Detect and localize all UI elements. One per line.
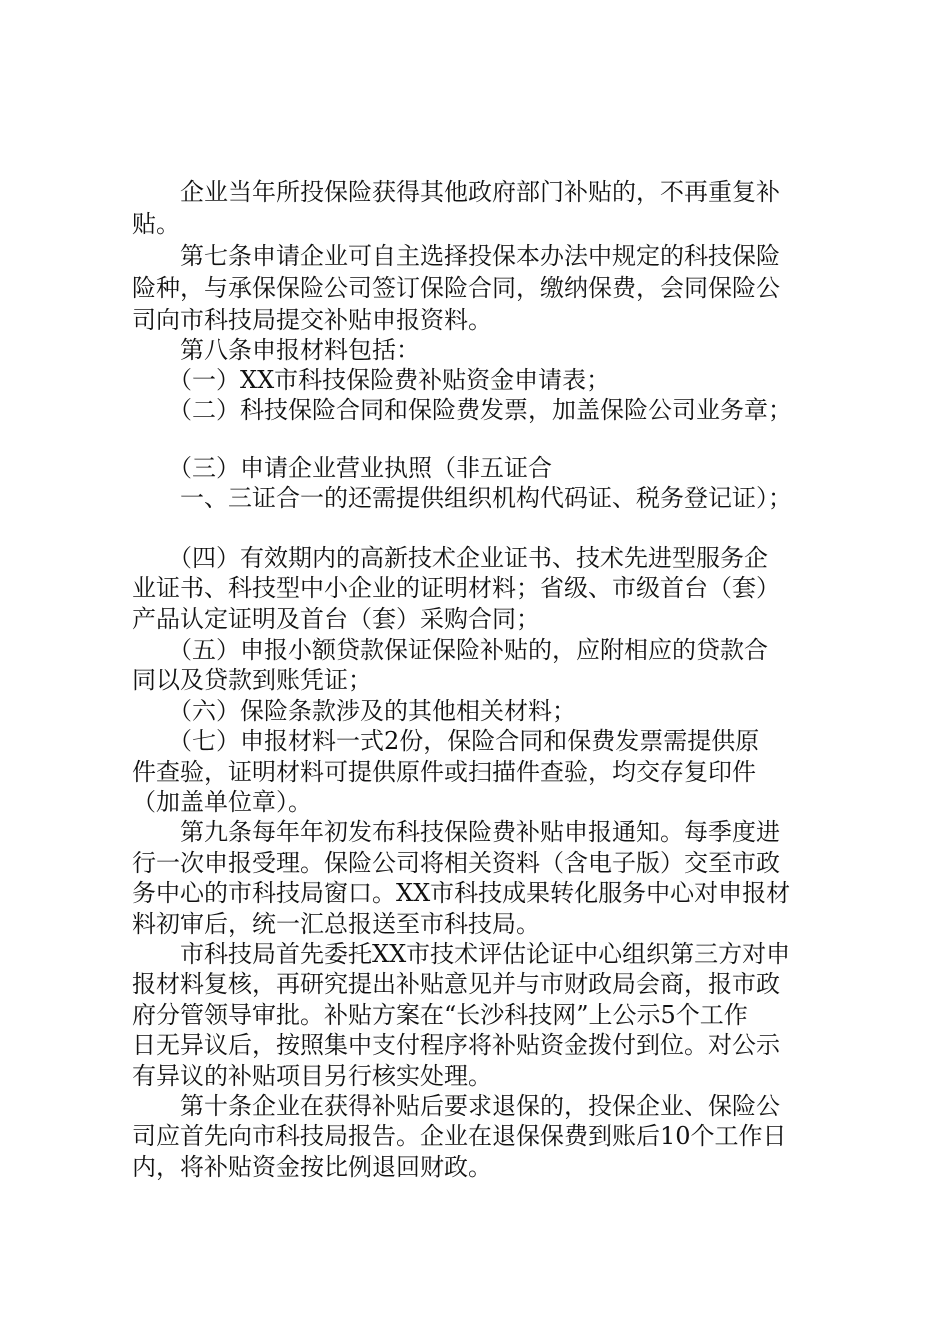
text-line: 务中心的市科技局窗口。XX市科技成果转化服务中心对申报材 — [132, 879, 791, 907]
text-line: 险种，与承保保险公司签订保险合同，缴纳保费，会同保险公 — [132, 274, 780, 302]
text-line: 业证书、科技型中小企业的证明材料；省级、市级首台（套） — [132, 574, 780, 602]
text-line: 产品认定证明及首台（套）采购合同； — [132, 605, 540, 633]
text-line: 司应首先向市科技局报告。企业在退保保费到账后10个工作日 — [132, 1122, 787, 1150]
text-line: 一、三证合一的还需提供组织机构代码证、税务登记证）； — [132, 484, 792, 512]
text-line: 贴。 — [132, 210, 180, 238]
text-line: 件查验，证明材料可提供原件或扫描件查验，均交存复印件 — [132, 758, 756, 786]
text-line: 料初审后，统一汇总报送至市科技局。 — [132, 910, 540, 938]
text-line: 府分管领导审批。补贴方案在“长沙科技网”上公示5个工作 — [132, 1001, 748, 1029]
text-line: 有异议的补贴项目另行核实处理。 — [132, 1062, 492, 1090]
text-line: 第七条申请企业可自主选择投保本办法中规定的科技保险 — [132, 242, 780, 270]
text-line: 内，将补贴资金按比例退回财政。 — [132, 1153, 492, 1181]
text-line: 第十条企业在获得补贴后要求退保的，投保企业、保险公 — [132, 1092, 780, 1120]
text-line: 行一次申报受理。保险公司将相关资料（含电子版）交至市政 — [132, 849, 780, 877]
text-line: （六）保险条款涉及的其他相关材料； — [132, 697, 576, 725]
text-line: 市科技局首先委托XX市技术评估论证中心组织第三方对申 — [132, 940, 791, 968]
text-line: （五）申报小额贷款保证保险补贴的，应附相应的贷款合 — [132, 636, 768, 664]
text-line: （一）XX市科技保险费补贴资金申请表； — [132, 366, 611, 394]
text-line: 报材料复核，再研究提出补贴意见并与市财政局会商，报市政 — [132, 970, 780, 998]
text-line: 同以及贷款到账凭证； — [132, 666, 372, 694]
text-line: （三）申请企业营业执照（非五证合 — [132, 454, 552, 482]
text-line: （七）申报材料一式2份，保险合同和保费发票需提供原 — [132, 727, 760, 755]
text-line: 第九条每年年初发布科技保险费补贴申报通知。每季度进 — [132, 818, 780, 846]
text-line: 第八条申报材料包括： — [132, 336, 420, 364]
text-line: （二）科技保险合同和保险费发票，加盖保险公司业务章； — [132, 396, 792, 424]
text-line: （四）有效期内的高新技术企业证书、技术先进型服务企 — [132, 544, 768, 572]
text-line: （加盖单位章）。 — [132, 788, 312, 816]
text-line: 企业当年所投保险获得其他政府部门补贴的，不再重复补 — [132, 178, 780, 206]
text-line: 日无异议后，按照集中支付程序将补贴资金拨付到位。对公示 — [132, 1031, 780, 1059]
text-line: 司向市科技局提交补贴申报资料。 — [132, 306, 492, 334]
